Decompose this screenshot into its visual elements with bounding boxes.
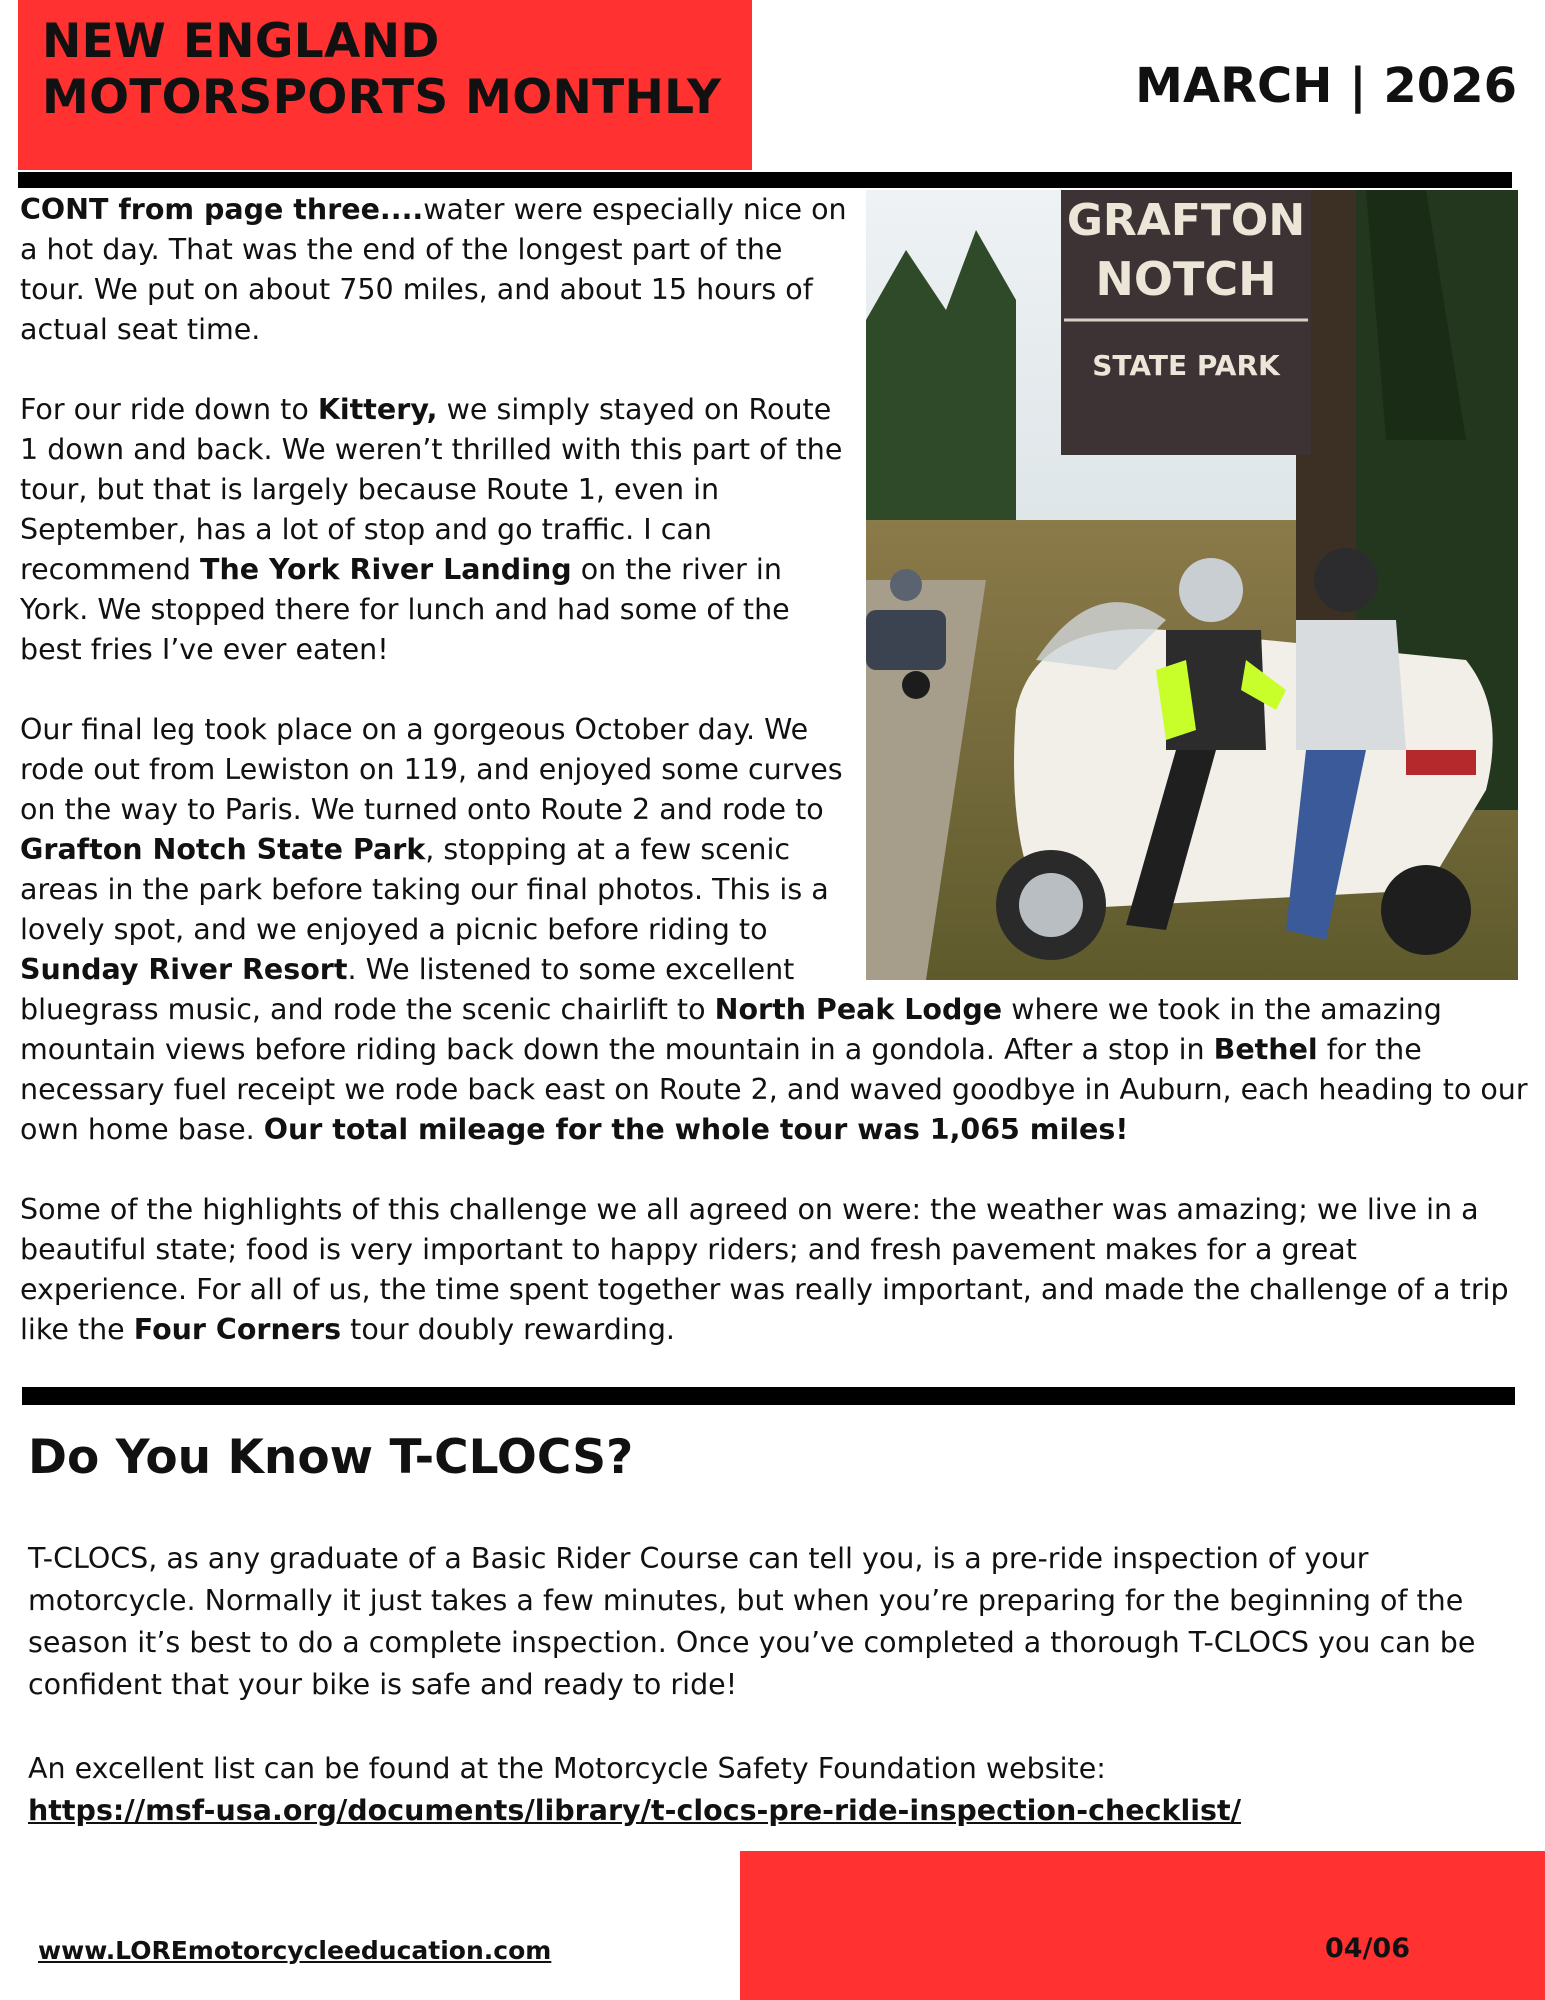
article-paragraph-1: CONT from page three....water were especially nice on a hot day. That was the end of the longest part of the tour. We put on about 750 miles, and about 15 hours of actual seat time. — [20, 193, 847, 346]
website-link[interactable]: www.LOREmotorcycleeducation.com — [38, 1936, 552, 1965]
header-divider — [18, 172, 1512, 188]
title-line-2: MOTORSPORTS MONTHLY — [42, 70, 722, 125]
title-line-1: NEW ENGLAND — [42, 14, 440, 69]
issue-date: MARCH | 2026 — [1135, 58, 1517, 114]
article-paragraph-3: Our final leg took place on a gorgeous October day. We rode out from Lewiston on 119, and enjoyed some curves on the way to Paris. We turned onto Route 2 and rode to Grafton Notch State Park, stopping at a few scenic areas in the park before taking our final photos. This is a lovely spot, and we enjoyed a picnic before riding to Sunday River Resort. We listened to some excellent bluegrass music, and rode the scenic chairlift to North Peak Lodge where we took in the amazing mountain views before riding back down the mountain in a gondola. After a stop in Bethel for the necessary fuel receipt we rode back east on Route 2, and waved goodbye in Auburn, each heading to our own home base. Our total mileage for the whole tour was 1,065 miles! — [20, 713, 1528, 1146]
tclocs-body — [28, 1538, 1528, 1832]
sign-text-1: GRAFTON — [1066, 195, 1306, 246]
article-body — [20, 190, 1530, 1350]
section-divider — [22, 1387, 1515, 1405]
article-paragraph-2: For our ride down to Kittery, we simply stayed on Route 1 down and back. We weren’t thrilled with this part of the tour, but that is largely because Route 1, even in September, has a lot of stop and go traffic. I can recommend The York River Landing on the river in York. We stopped there for lunch and had some of the best fries I’ve ever eaten! — [20, 393, 843, 666]
msf-checklist-link[interactable]: https://msf-usa.org/documents/library/t-clocs-pre-ride-inspection-checklist/ — [28, 1794, 1242, 1827]
newsletter-title — [42, 14, 721, 126]
tclocs-heading: Do You Know T-CLOCS? — [28, 1430, 634, 1485]
grafton-notch-photo — [866, 190, 1518, 980]
sign-text-2: NOTCH — [1095, 252, 1277, 306]
sign-text-3: STATE PARK — [1092, 349, 1280, 382]
article-paragraph-4: Some of the highlights of this challenge we all agreed on were: the weather was amazing; we live in a beautiful state; food is very important to happy riders; and fresh pavement makes for a great experience. For all of us, the time spent together was really important, and made the challenge of a trip like the Four Corners tour doubly rewarding. — [20, 1193, 1509, 1346]
tclocs-paragraph-1: T-CLOCS, as any graduate of a Basic Rider Course can tell you, is a pre-ride inspection of your motorcycle. Normally it just takes a few minutes, but when you’re preparing for the beginning of the season it’s best to do a complete inspection. Once you’ve completed a thorough T-CLOCS you can be confident that your bike is safe and ready to ride! — [28, 1542, 1476, 1701]
footer-band — [740, 1851, 1545, 2000]
tclocs-paragraph-2: An excellent list can be found at the Motorcycle Safety Foundation website: — [28, 1752, 1106, 1785]
page-number: 04/06 — [1325, 1933, 1411, 1964]
continued-lead-in: CONT from page three.... — [20, 193, 424, 226]
